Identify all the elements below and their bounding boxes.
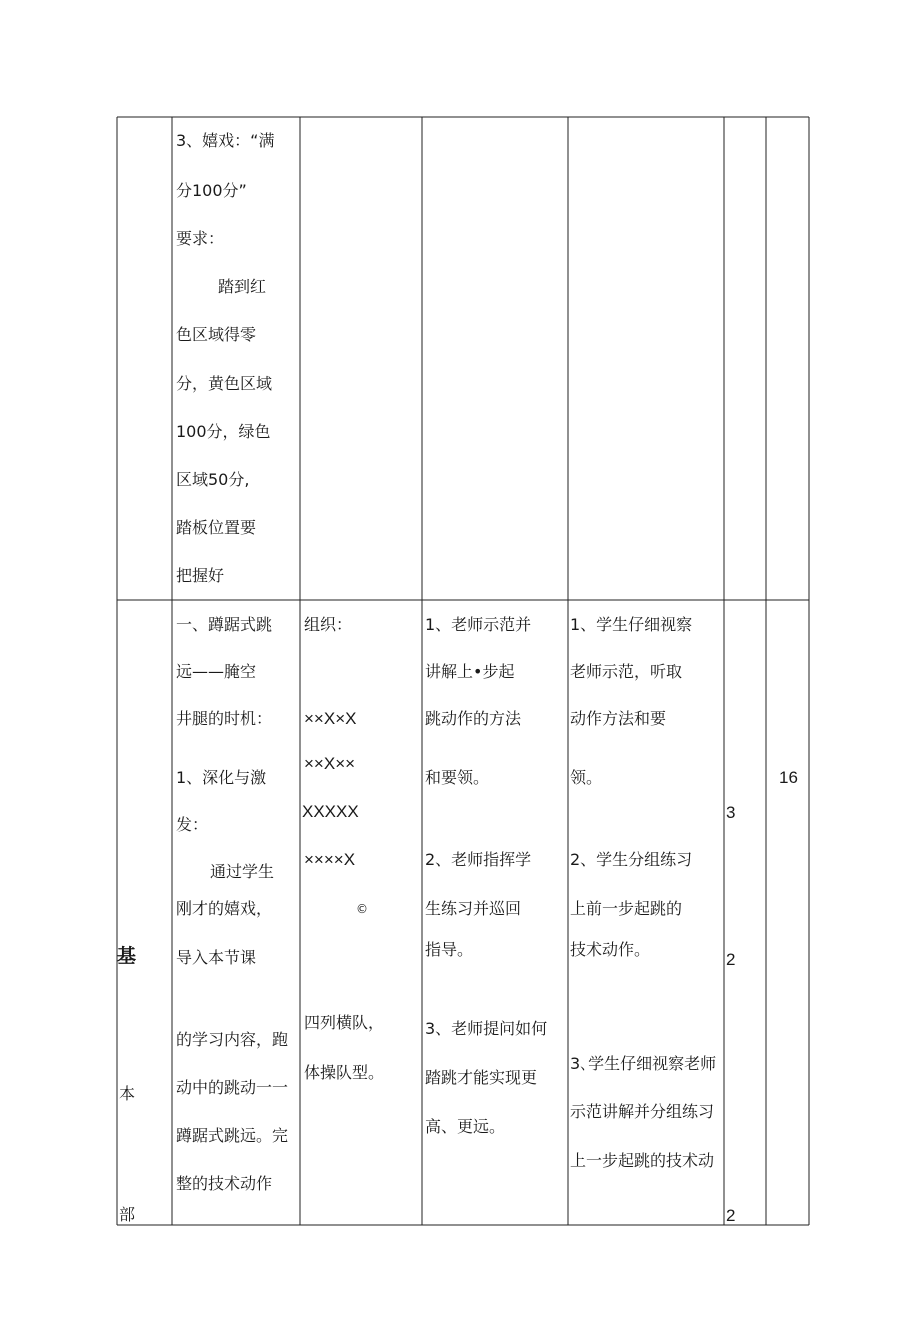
student-line: 老师示范，听取 — [570, 662, 683, 681]
formation-row: ××X×× — [304, 754, 356, 773]
count-value: 3 — [726, 803, 736, 822]
teacher-line: 讲解上•步起 — [425, 662, 515, 681]
content-line: 分100分” — [176, 181, 247, 200]
teacher-line: 1、老师示范并 — [425, 615, 532, 634]
teacher-line: 指导。 — [425, 940, 474, 959]
content-line: 导入本节课 — [176, 948, 257, 967]
teacher-line: 踏跳才能实现更 — [425, 1068, 538, 1087]
content-line: 整的技术动作 — [176, 1174, 273, 1193]
teacher-line: 3、老师提问如何 — [425, 1019, 548, 1038]
organization-note: 四列横队， — [304, 1013, 385, 1032]
content-line: 1、深化与激 — [176, 768, 267, 787]
formation-row: XXXXX — [302, 802, 359, 821]
content-line: 3、嬉戏：“满 — [176, 131, 275, 150]
teacher-line: 生练习并巡回 — [425, 899, 522, 918]
minutes-value: 16 — [779, 768, 798, 787]
content-line: 蹲踞式跳远。完 — [176, 1126, 289, 1145]
content-line: 要求： — [176, 229, 225, 248]
student-line: 2、学生分组练习 — [570, 850, 693, 869]
formation-row: ××X×X — [304, 709, 357, 728]
count-value: 2 — [726, 1206, 736, 1225]
student-line: 3､学生仔细视察老师 — [570, 1054, 717, 1073]
teacher-line: 和要领。 — [425, 768, 490, 787]
organization-note: 体操队型。 — [304, 1063, 385, 1082]
content-line: 刚才的嬉戏， — [176, 899, 273, 918]
teacher-line: 2、老师指挥学 — [425, 850, 532, 869]
section-label-char: 本 — [119, 1084, 136, 1103]
content-line: 色区域得零 — [176, 325, 257, 344]
organization-label: 组织： — [304, 615, 353, 634]
student-line: 领。 — [570, 768, 603, 787]
content-line: 一、蹲踞式跳 — [176, 615, 273, 634]
count-value: 2 — [726, 950, 736, 969]
student-line: 示范讲解并分组练习 — [570, 1102, 715, 1121]
content-line: 的学习内容，跑 — [176, 1030, 289, 1049]
student-line: 动作方法和要 — [570, 709, 667, 728]
teacher-line: 跳动作的方法 — [425, 709, 522, 728]
section-label-char: 基 — [117, 945, 137, 967]
content-line: 分，黄色区域 — [176, 374, 273, 393]
content-line: 把握好 — [176, 566, 225, 585]
content-line: 100分，绿色 — [176, 422, 271, 441]
content-line: 发： — [176, 815, 209, 834]
content-line: 远——腌空 — [176, 662, 257, 681]
section-label-char: 部 — [119, 1205, 136, 1224]
content-line: 通过学生 — [210, 862, 275, 881]
content-line: 踏板位置要 — [176, 518, 257, 537]
student-line: 上前一步起跳的 — [570, 899, 683, 918]
content-line: 踏到红 — [218, 277, 267, 296]
student-line: 技术动作。 — [570, 940, 651, 959]
teacher-position-symbol: © — [356, 902, 368, 916]
content-line: 区域50分, — [176, 470, 250, 489]
formation-row: ××××X — [304, 850, 356, 869]
content-line: 动中的跳动一一 — [176, 1078, 289, 1097]
student-line: 1、学生仔细视察 — [570, 615, 693, 634]
student-line: 上一步起跳的技术动 — [570, 1151, 715, 1170]
teacher-line: 高、更远。 — [425, 1117, 506, 1136]
content-line: 井腿的时机： — [176, 709, 273, 728]
